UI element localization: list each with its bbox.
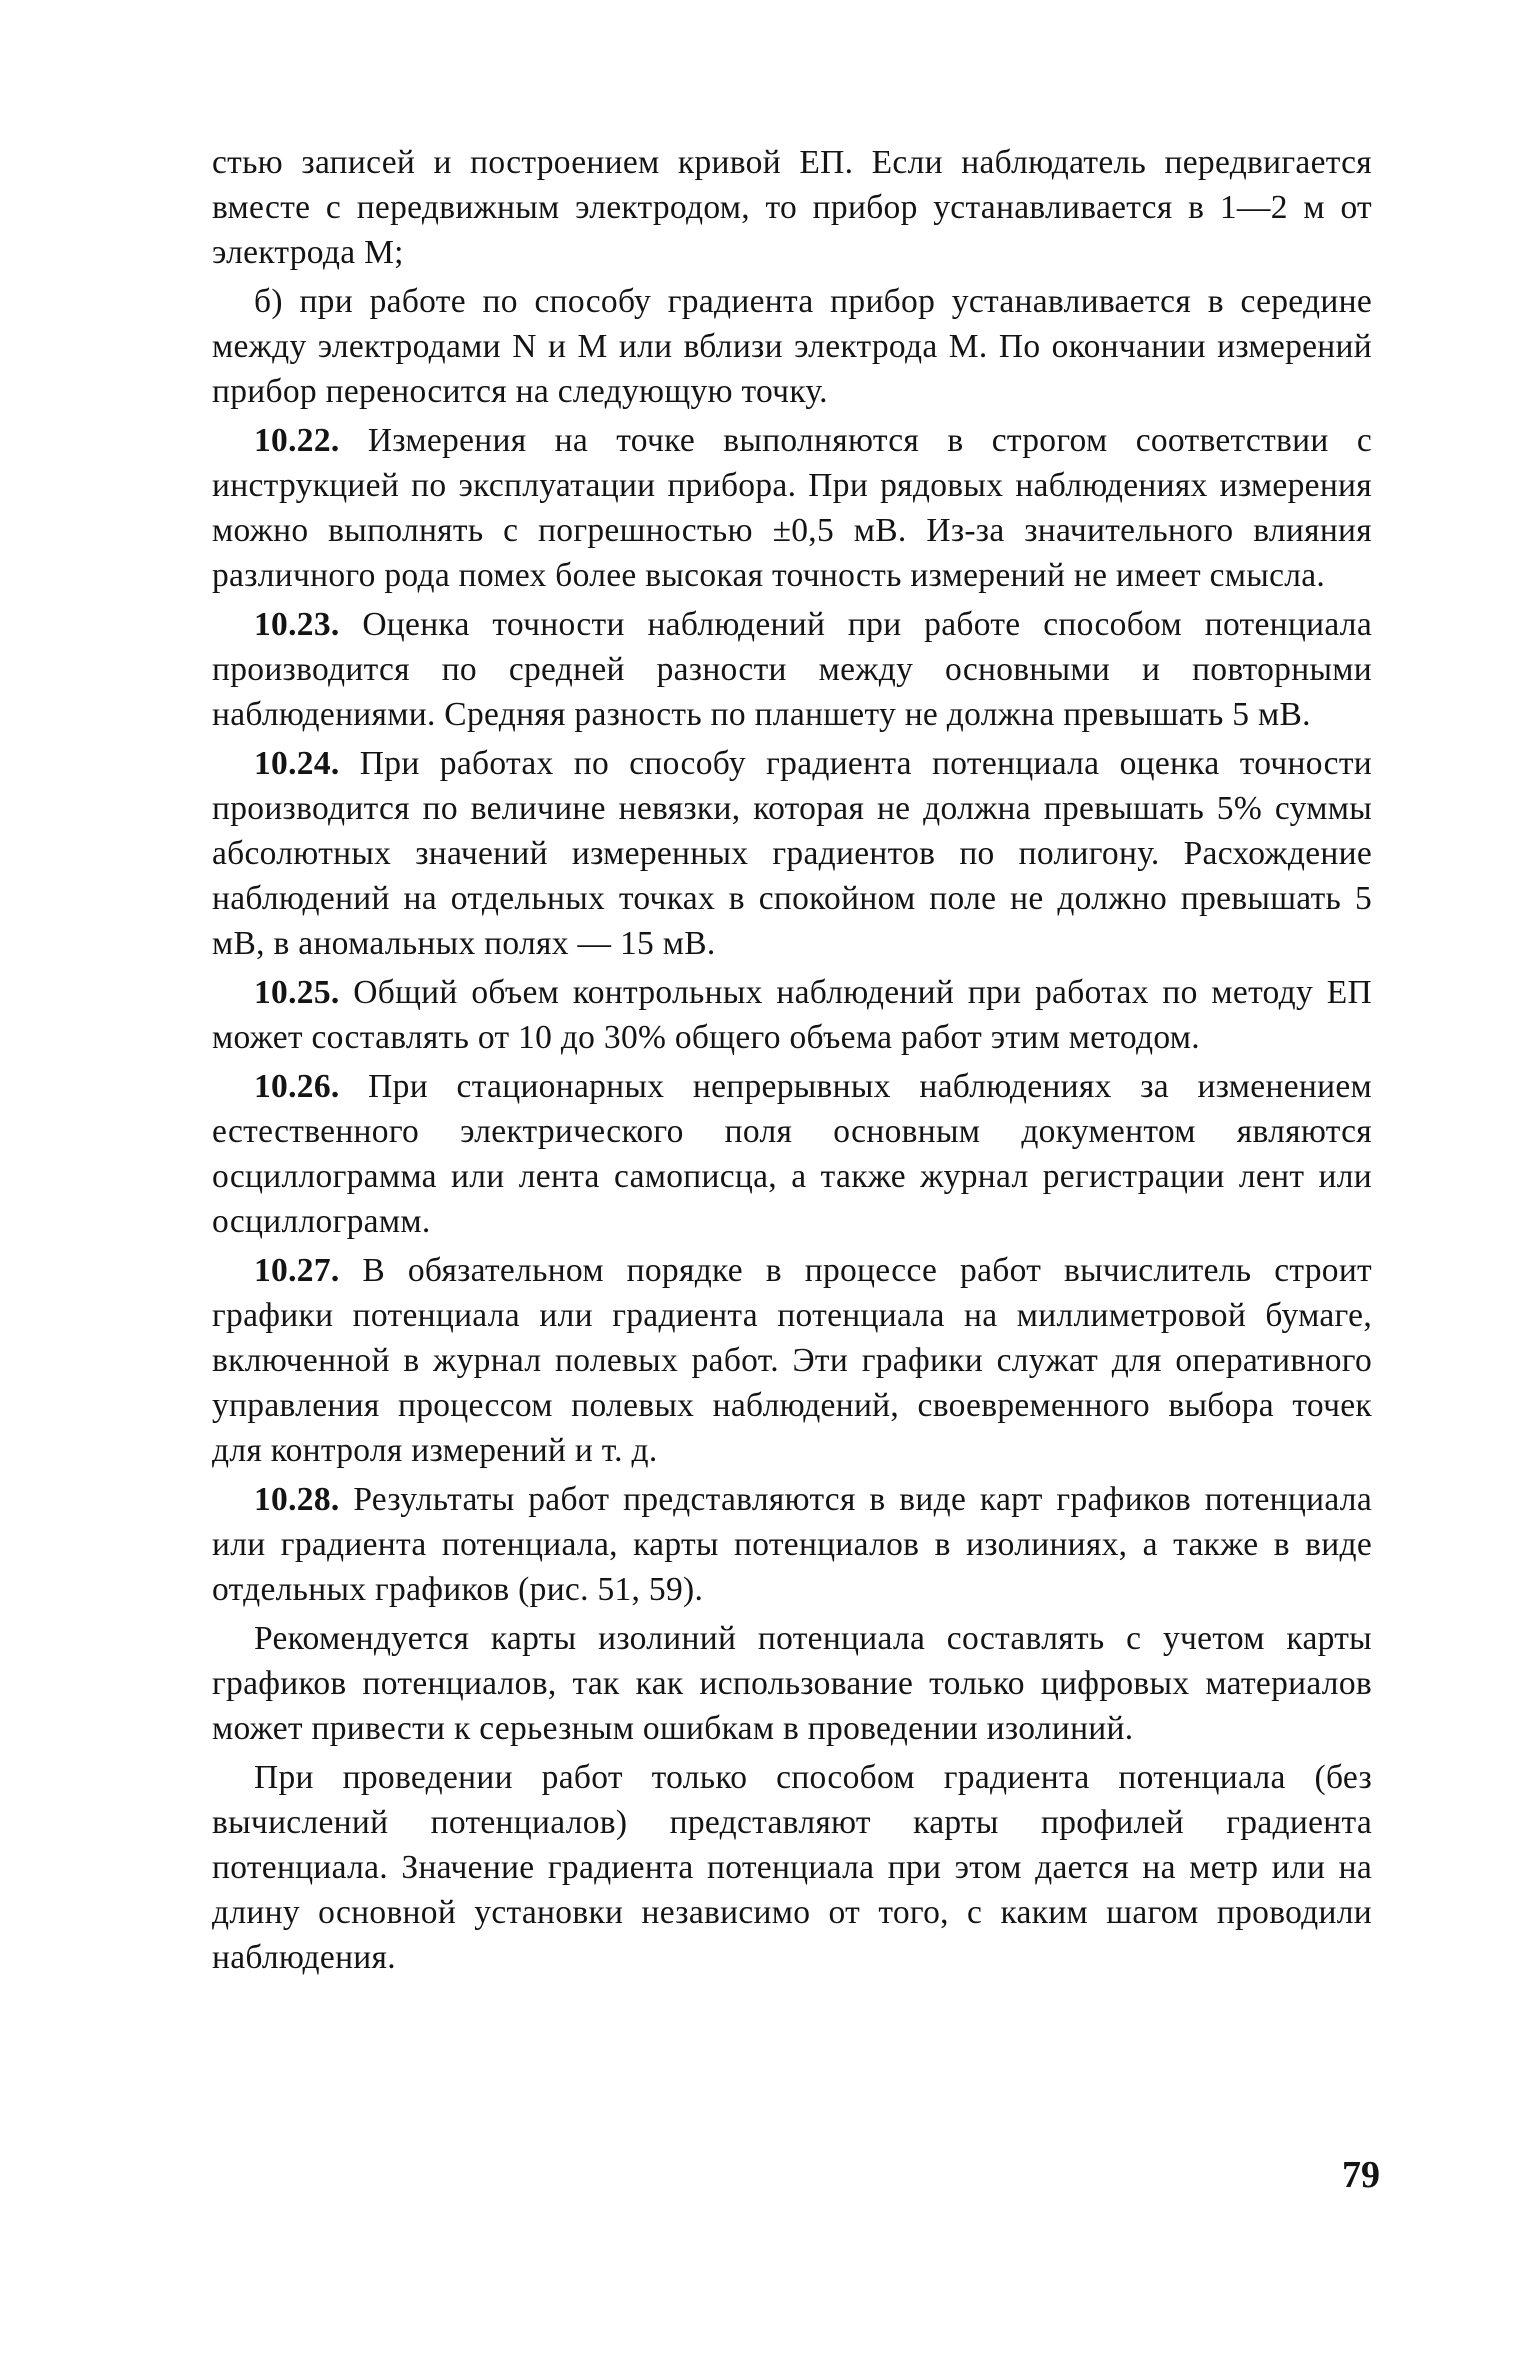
paragraph-number: 10.28. xyxy=(254,1481,340,1518)
paragraph-gradient-maps xyxy=(212,1755,1372,1980)
paragraph-10-27 xyxy=(212,1248,1372,1473)
paragraph-text: Измерения на точке выполняются в строгом соответствии с инструкцией по эксплуатации прибора. При рядовых наблюдениях измерения можно выполнять с погрешностью ±0,5 мВ. Из-за значительного влияния различного рода помех более высокая точность измерений не имеет смысла. xyxy=(212,422,1372,594)
paragraph-continuation xyxy=(212,140,1372,275)
paragraph-text: При проведении работ только способом градиента потенциала (без вычислений потенциалов) представляют карты профилей градиента потенциала. Значение градиента потенциала при этом дается на метр или на длину основной установки независимо от того, с каким шагом проводили наблюдения. xyxy=(212,1759,1372,1976)
paragraph-text: Общий объем контрольных наблюдений при работах по методу ЕП может составлять от 10 до 30% общего объема работ этим методом. xyxy=(212,974,1372,1056)
paragraph-text: стью записей и построением кривой ЕП. Если наблюдатель передвигается вместе с передвижным электродом, то прибор устанавливается в 1—2 м от электрода М; xyxy=(212,144,1372,271)
paragraph-10-26 xyxy=(212,1064,1372,1244)
paragraph-number: 10.27. xyxy=(254,1252,340,1289)
document-page xyxy=(212,140,1372,1984)
paragraph-recommendation xyxy=(212,1616,1372,1751)
paragraph-10-24 xyxy=(212,741,1372,966)
paragraph-10-22 xyxy=(212,418,1372,598)
paragraph-item-b xyxy=(212,279,1372,414)
paragraph-text: Оценка точности наблюдений при работе способом потенциала производится по средней разности между основными и повторными наблюдениями. Средняя разность по планшету не должна превышать 5 мВ. xyxy=(212,606,1372,733)
paragraph-10-25 xyxy=(212,970,1372,1060)
paragraph-number: 10.26. xyxy=(254,1068,340,1105)
paragraph-text: При стационарных непрерывных наблюдениях за изменением естественного электрического поля основным документом являются осциллограмма или лента самописца, а также журнал регистрации лент или осциллограмм. xyxy=(212,1068,1372,1240)
paragraph-text: При работах по способу градиента потенциала оценка точности производится по величине невязки, которая не должна превышать 5% суммы абсолютных значений измеренных градиентов по полигону. Расхождение наблюдений на отдельных точках в спокойном поле не должно превышать 5 мВ, в аномальных полях — 15 мВ. xyxy=(212,745,1372,962)
paragraph-10-23 xyxy=(212,602,1372,737)
paragraph-text: В обязательном порядке в процессе работ вычислитель строит графики потенциала или градиента потенциала на миллиметровой бумаге, включенной в журнал полевых работ. Эти графики служат для оперативного управления процессом полевых наблюдений, своевременного выбора точек для контроля измерений и т. д. xyxy=(212,1252,1373,1469)
paragraph-text: б) при работе по способу градиента прибор устанавливается в середине между электродами N и М или вблизи электрода М. По окончании измерений прибор переносится на следующую точку. xyxy=(212,283,1372,410)
paragraph-number: 10.23. xyxy=(254,606,340,643)
paragraph-text: Рекомендуется карты изолиний потенциала составлять с учетом карты графиков потенциалов, так как использование только цифровых материалов может привести к серьезным ошибкам в проведении изолиний. xyxy=(212,1620,1372,1747)
page-number: 79 xyxy=(1342,2154,1380,2196)
paragraph-number: 10.22. xyxy=(254,422,340,459)
paragraph-number: 10.24. xyxy=(254,745,340,782)
paragraph-number: 10.25. xyxy=(254,974,340,1011)
paragraph-10-28 xyxy=(212,1477,1372,1612)
paragraph-text: Результаты работ представляются в виде карт графиков потенциала или градиента потенциала, карты потенциалов в изолиниях, а также в виде отдельных графиков (рис. 51, 59). xyxy=(212,1481,1372,1608)
